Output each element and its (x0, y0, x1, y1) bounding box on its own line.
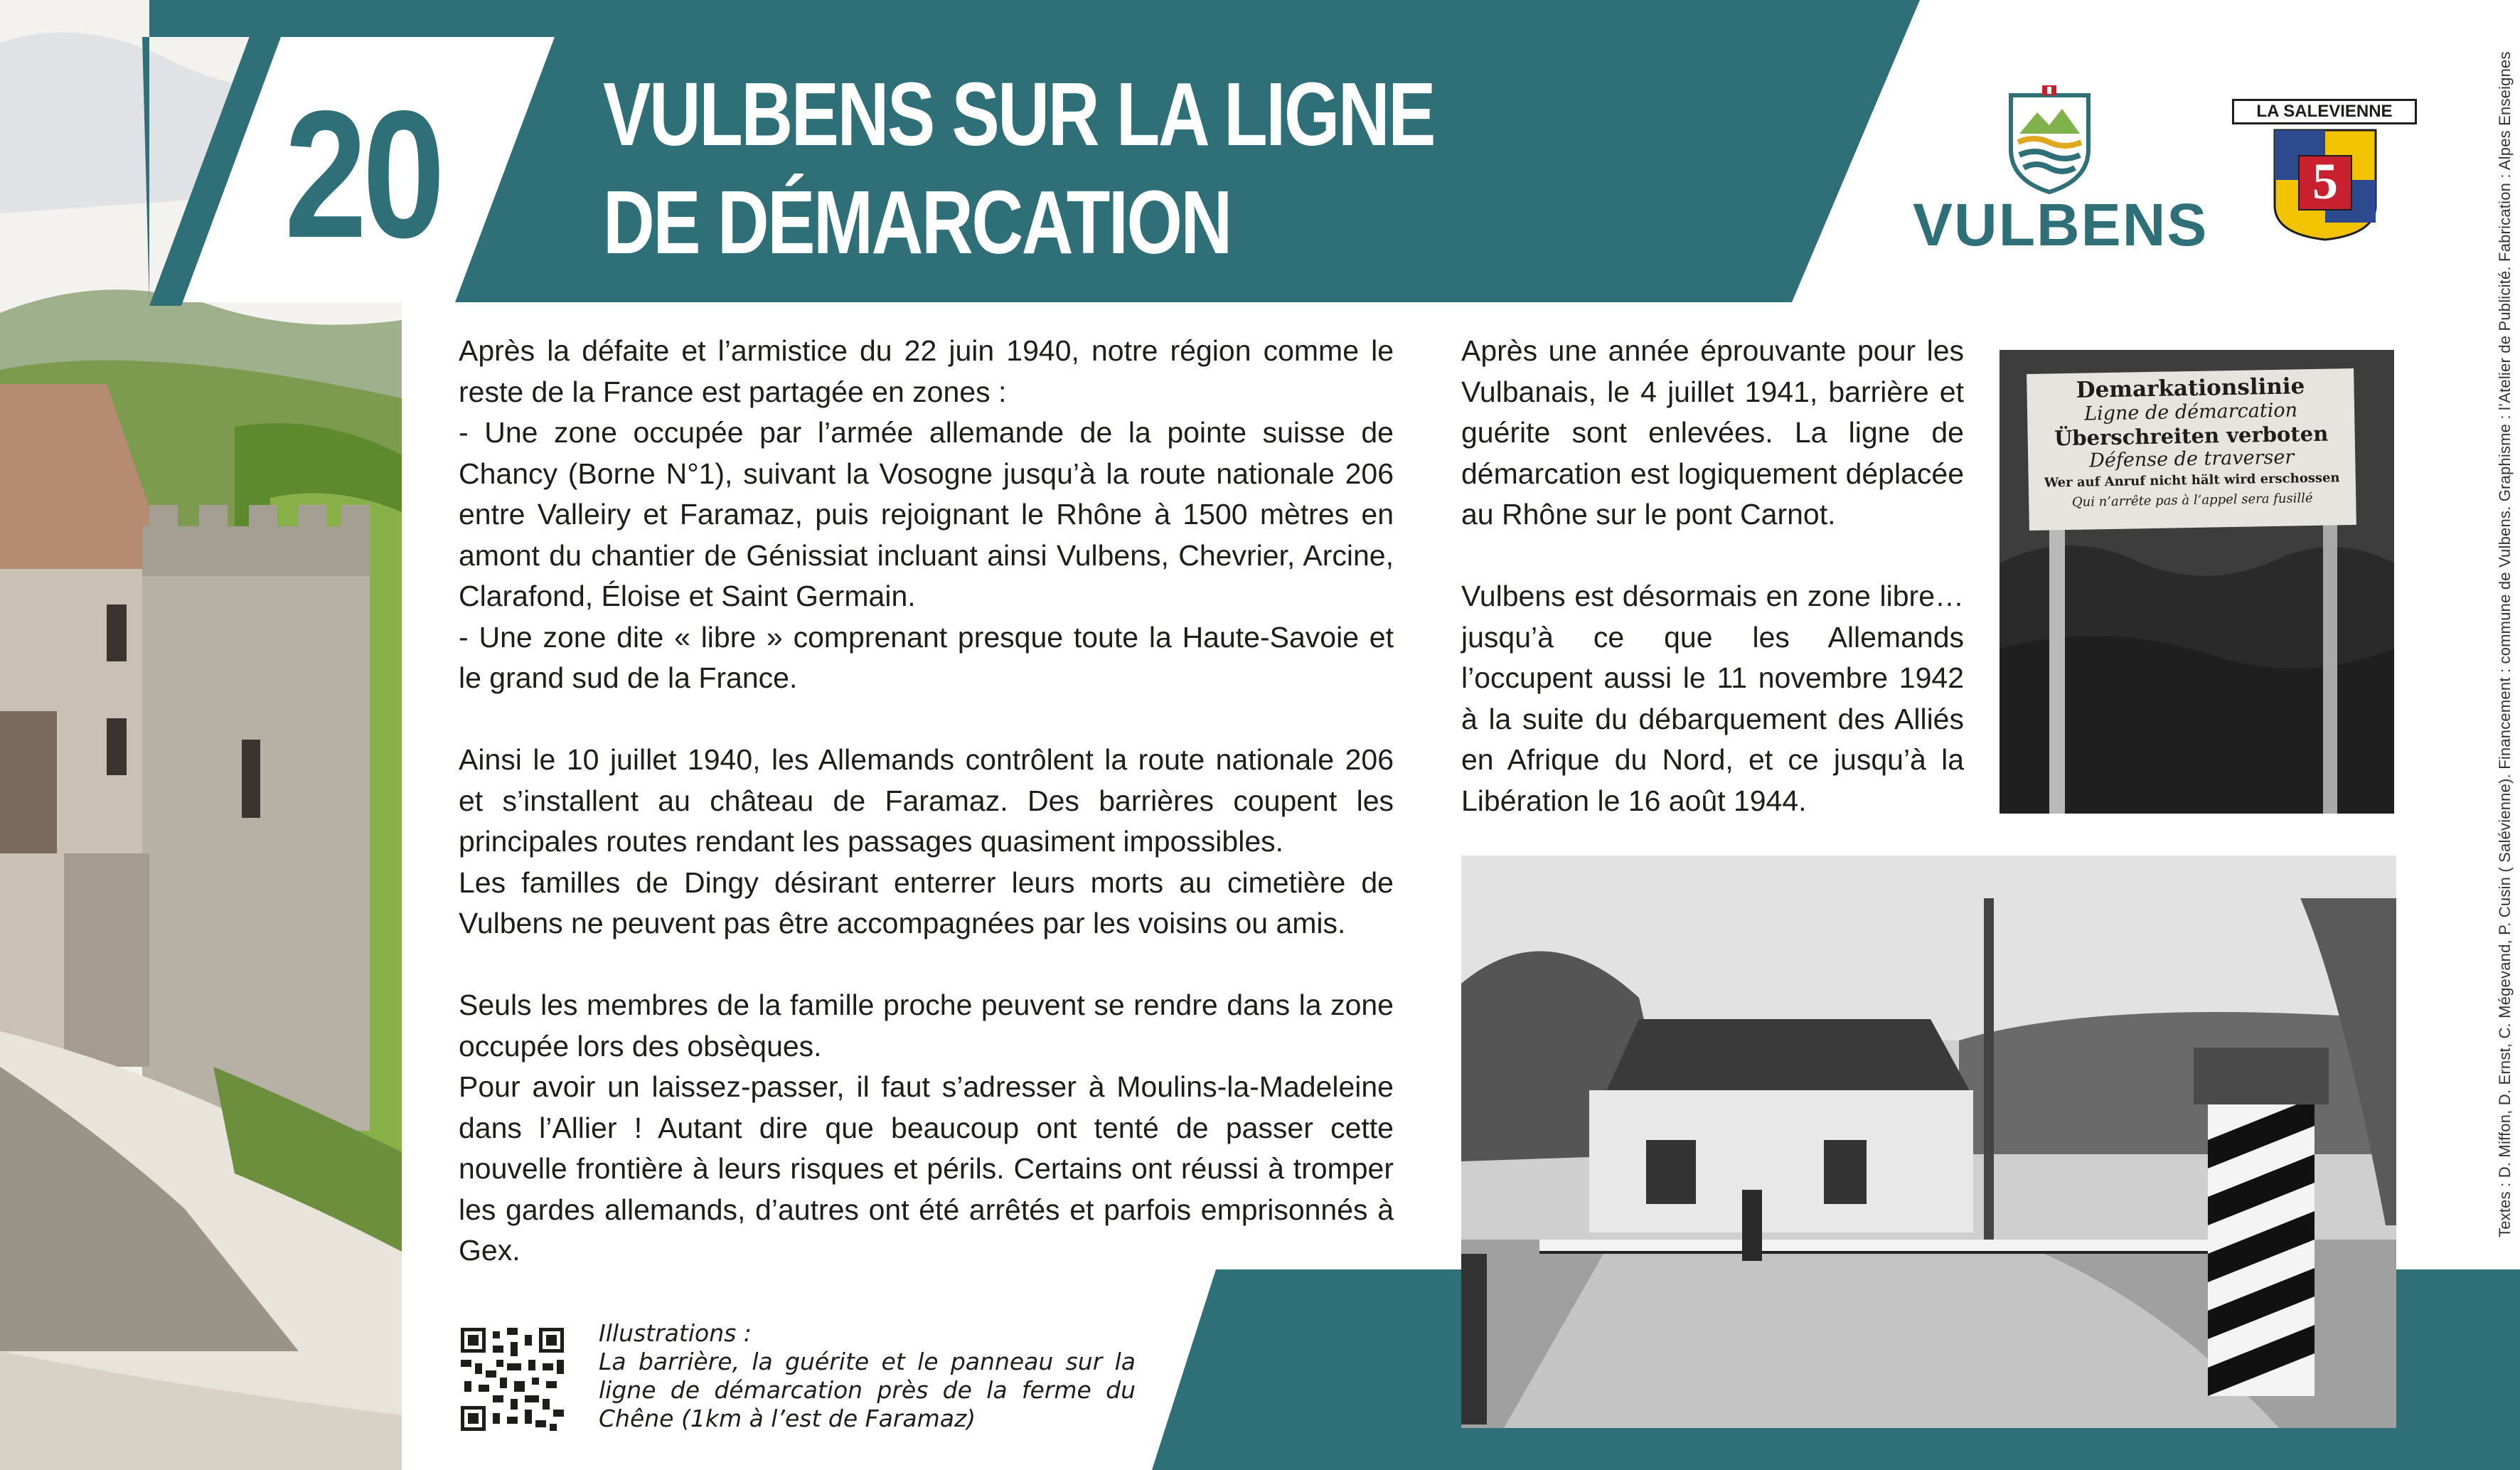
header-accent (149, 0, 292, 306)
main-text-column (459, 331, 1394, 1272)
vulbens-shield-icon (2005, 84, 2094, 194)
salevienne-banner (2232, 99, 2417, 124)
paragraph-gap (459, 944, 1394, 986)
caption-text: La barrière, la guérite et le panneau sur la ligne de démarcation près de la ferme du Chêne (1km à l’est de Faramaz) (599, 1348, 1136, 1432)
sign-line: Demarkationslinie (2076, 373, 2305, 403)
barrier-guardhouse-photo (1461, 856, 2396, 1428)
paragraph: Vulbens est désormais en zone libre… jusqu’à ce que les Allemands l’occupent aussi le 11 novembre 1942 à la suite du débarquement des Alliés en Afrique du Nord, et ce jusqu’à la Libération le 16 août 1944. (1461, 580, 1964, 817)
salevienne-logo (2229, 96, 2421, 245)
salevienne-label: LA SALEVIENNE (2256, 102, 2393, 121)
page-title-line2: DE DÉMARCATION (603, 172, 1231, 272)
caption-title: Illustrations : (599, 1319, 752, 1347)
paragraph: Après la défaite et l’armistice du 22 juin 1940, notre région comme le reste de la France est partagée en zones : (459, 334, 1394, 408)
paragraph: Après une année éprouvante pour les Vulbanais, le 4 juillet 1941, barrière et guérite sont enlevées. La ligne de démarcation est logiquement déplacée au Rhône sur le pont Carnot. (1461, 334, 1964, 531)
sign-line: Überschreiten verboten (2054, 421, 2329, 451)
sign-line: Ligne de démarcation (2083, 399, 2298, 425)
page-title-line1: VULBENS SUR LA LIGNE (603, 64, 1435, 164)
paragraph: - Une zone dite « libre » comprenant presque toute la Haute-Savoie et le grand sud de la France. (459, 620, 1394, 694)
demarcation-sign-photo (2000, 350, 2394, 814)
sign-line: Wer auf Anruf nicht hält wird erschossen (2044, 470, 2340, 491)
qr-code[interactable] (461, 1328, 564, 1431)
salevienne-number: 5 (2312, 153, 2338, 210)
paragraph: Seuls les membres de la famille proche peuvent se rendre dans la zone occupée lors des obsèques. (459, 989, 1394, 1062)
barrier-scene (1461, 856, 2396, 1428)
paragraph: Ainsi le 10 juillet 1940, les Allemands contrôlent la route nationale 206 et s’installent au château de Faramaz. Des barrières coupent les principales routes rendant les passages quasiment impossibles. (459, 743, 1394, 858)
side-text-column (1461, 331, 1964, 821)
illustration-caption (599, 1319, 1136, 1433)
paragraph-gap (1461, 536, 1964, 577)
sign-line: Qui n’arrête pas à l’appel sera fusillé (2071, 491, 2313, 510)
paragraph: Les familles de Dingy désirant enterrer leurs morts au cimetière de Vulbens ne peuvent pas être accompagnées par les voisins ou amis. (459, 866, 1394, 939)
sign-line: Défense de traverser (2088, 446, 2295, 472)
paragraph-gap (459, 699, 1394, 740)
credits-text: Textes : D. Miffon, D. Ernst, C. Mégevand, P. Cusin ( Salévienne). Financement : commune de Vulbens. Graphisme : l’Atelier de Publicité. Fabrication : Alpes Enseignes (2496, 51, 2514, 1237)
paragraph: - Une zone occupée par l’armée allemande de la pointe suisse de Chancy (Borne N°1), suivant la Vosogne jusqu’à la route nationale 206 entre Valleiry et Faramaz, puis rejoignant le Rhône à 1500 mètres en amont du chantier de Génissiat incluant ainsi Vulbens, Chevrier, Arcine, Clarafond, Éloise et Saint Germain. (459, 416, 1394, 612)
vulbens-logo (1913, 84, 2209, 258)
warning-sign (2027, 368, 2356, 531)
panel-number: 20 (284, 73, 441, 276)
paragraph: Pour avoir un laissez-passer, il faut s’adresser à Moulins-la-Madeleine dans l’Allier ! Autant dire que beaucoup ont tenté de passer cette nouvelle frontière à leurs risques et périls. Certains ont réussi à tromper les gardes allemands, d’autres ont été arrêtés et parfois emprisonnés à Gex. (459, 1070, 1394, 1267)
vulbens-wordmark: VULBENS (1913, 191, 2209, 258)
